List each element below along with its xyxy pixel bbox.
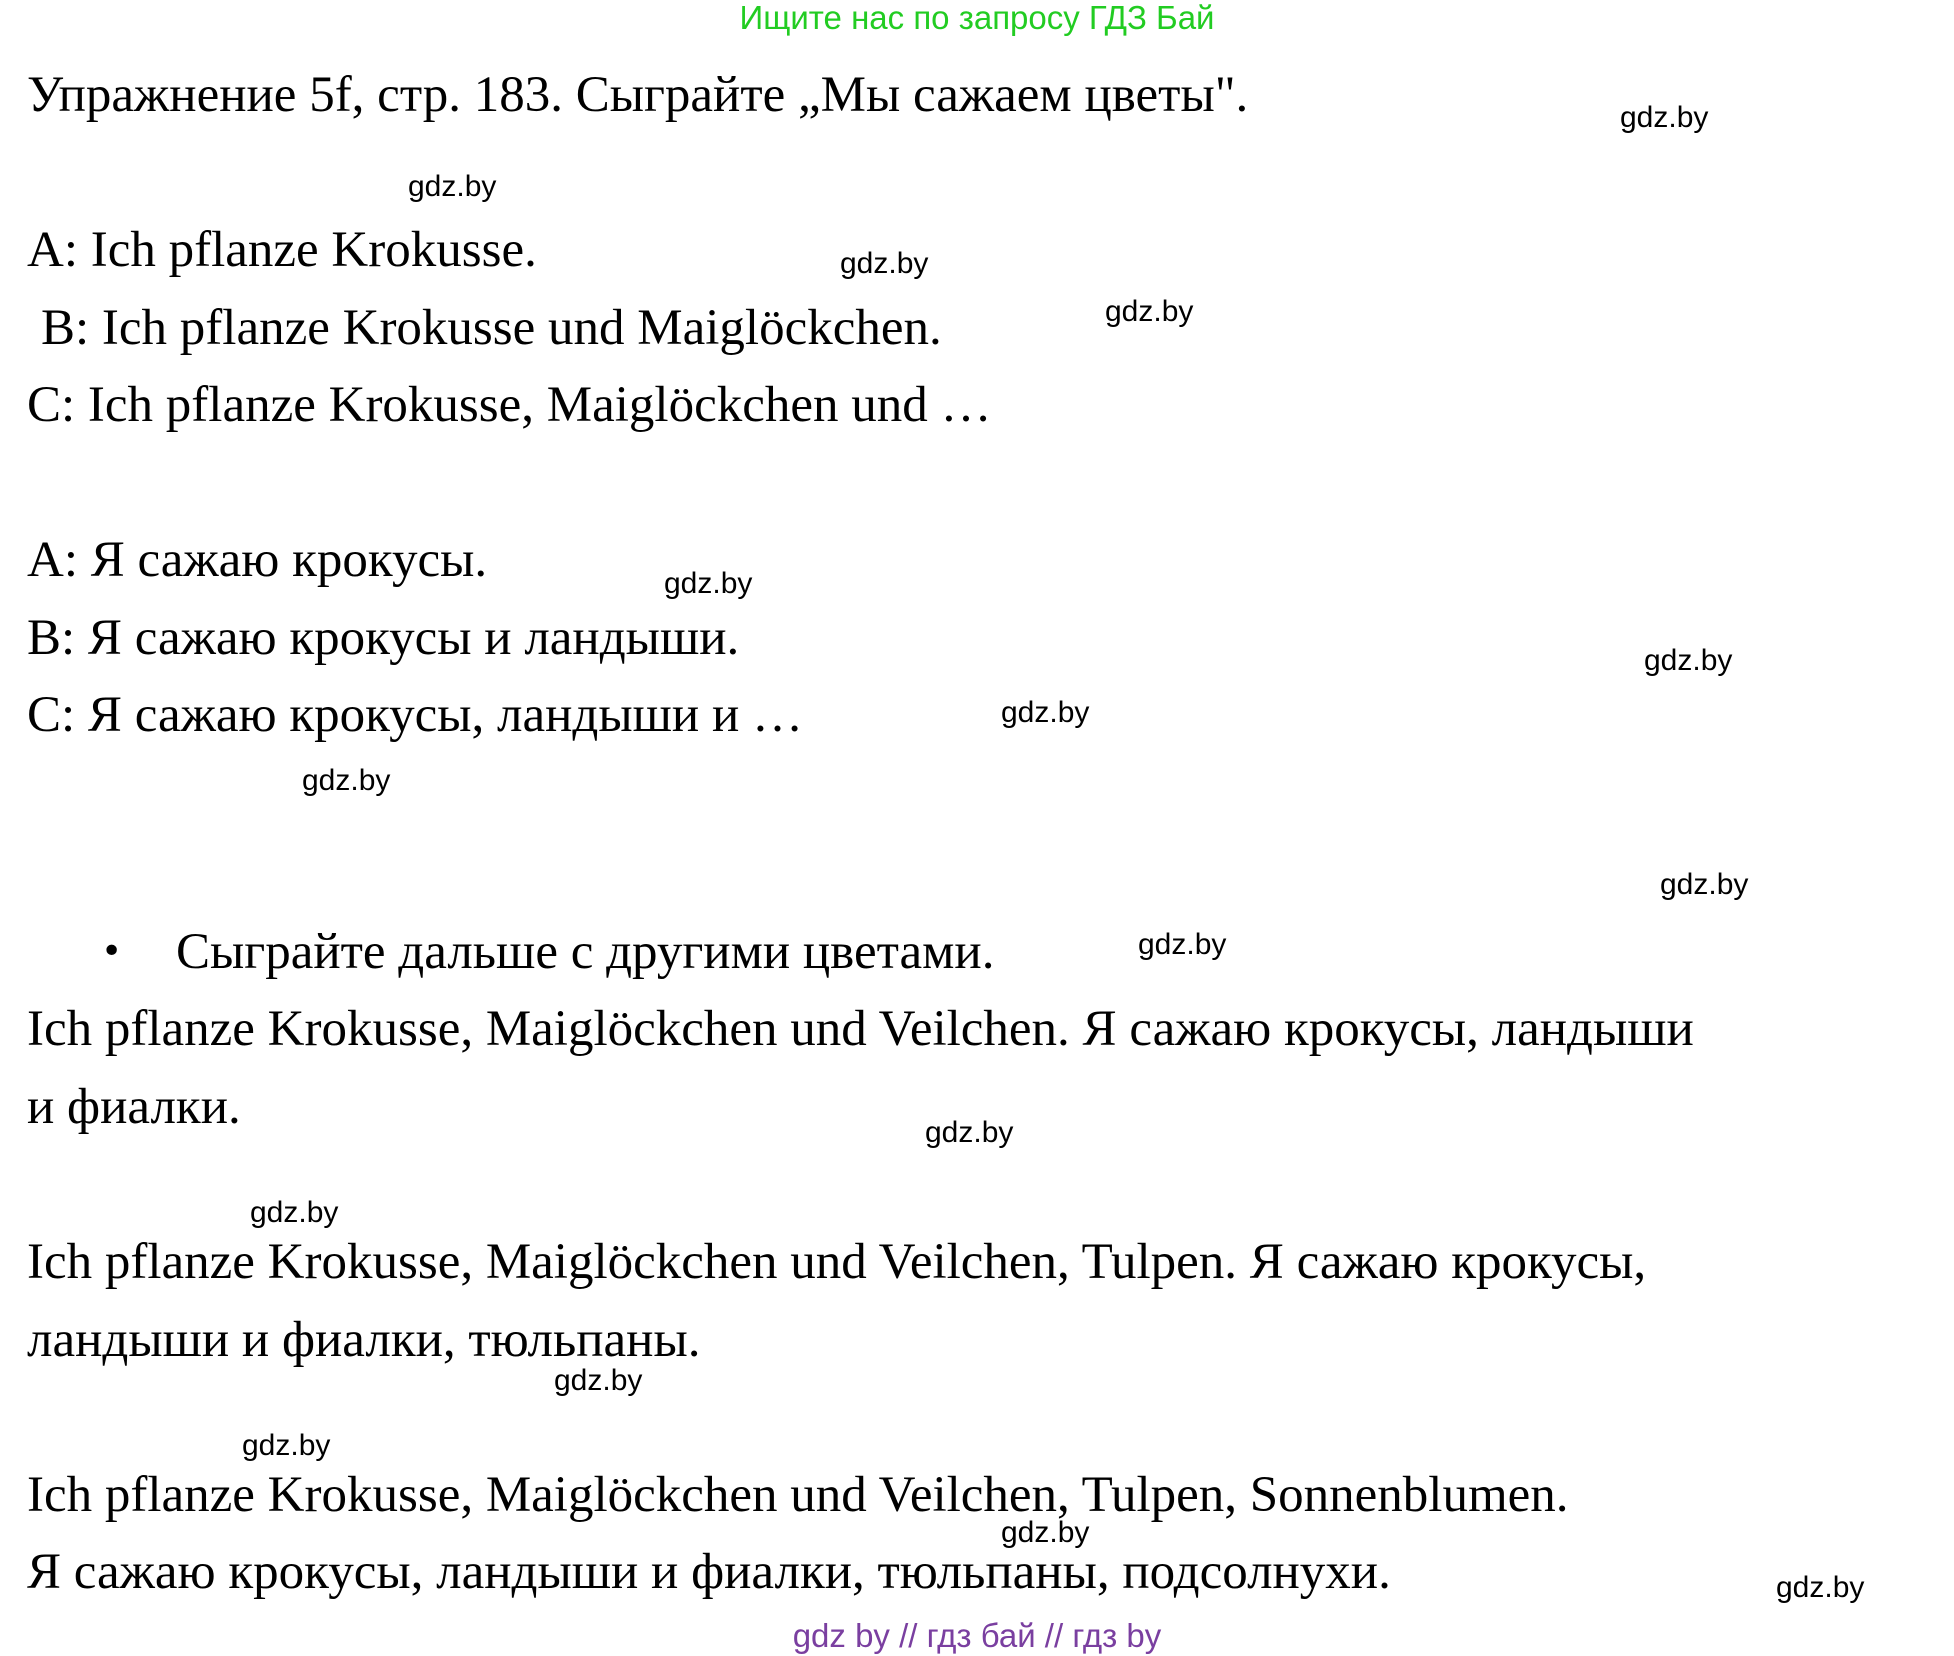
watermark: gdz.by	[242, 1429, 331, 1462]
watermark: gdz.by	[925, 1116, 1014, 1149]
watermark: gdz.by	[1660, 868, 1749, 901]
watermark: gdz.by	[1105, 295, 1194, 328]
footer-links: gdz by // гдз бай // гдз by	[792, 1617, 1162, 1654]
dialog-ru-line-b: В: Я сажаю крокусы и ландыши.	[27, 610, 740, 666]
watermark: gdz.by	[664, 567, 753, 600]
dialog-de-line-c: C: Ich pflanze Krokusse, Maiglöckchen und …	[27, 377, 992, 433]
dialog-ru-line-a: А: Я сажаю крокусы.	[27, 532, 488, 588]
dialog-de-line-b: B: Ich pflanze Krokusse und Maiglöckchen.	[41, 300, 942, 356]
paragraph-2-line-1: Ich pflanze Krokusse, Maiglöckchen und Veilchen, Tulpen. Я сажаю крокусы,	[27, 1234, 1647, 1290]
watermark: gdz.by	[554, 1364, 643, 1397]
paragraph-1-line-1: Ich pflanze Krokusse, Maiglöckchen und Veilchen. Я сажаю крокусы, ландыши	[27, 1001, 1694, 1057]
dialog-de-line-a: A: Ich pflanze Krokusse.	[27, 222, 537, 278]
watermark: gdz.by	[1776, 1571, 1865, 1604]
watermark: gdz.by	[1644, 644, 1733, 677]
bullet-instruction: Сыграйте дальше с другими цветами.	[176, 924, 995, 980]
paragraph-1-line-2: и фиалки.	[27, 1079, 241, 1135]
watermark: gdz.by	[302, 764, 391, 797]
watermark: gdz.by	[1620, 101, 1709, 134]
watermark: gdz.by	[1138, 928, 1227, 961]
paragraph-2-line-2: ландыши и фиалки, тюльпаны.	[27, 1312, 701, 1368]
exercise-title: Упражнение 5f, стр. 183. Сыграйте „Мы сажаем цветы".	[27, 67, 1249, 123]
bullet-icon: •	[101, 931, 123, 972]
watermark: gdz.by	[1001, 696, 1090, 729]
watermark: gdz.by	[250, 1196, 339, 1229]
paragraph-3-line-2: Я сажаю крокусы, ландыши и фиалки, тюльпаны, подсолнухи.	[27, 1544, 1391, 1600]
paragraph-3-line-1: Ich pflanze Krokusse, Maiglöckchen und Veilchen, Tulpen, Sonnenblumen.	[27, 1467, 1569, 1523]
watermark: gdz.by	[840, 247, 929, 280]
watermark: gdz.by	[408, 170, 497, 203]
dialog-ru-line-c: С: Я сажаю крокусы, ландыши и …	[27, 687, 804, 743]
watermark: gdz.by	[1001, 1516, 1090, 1549]
search-banner: Ищите нас по запросу ГДЗ Бай	[739, 0, 1215, 36]
